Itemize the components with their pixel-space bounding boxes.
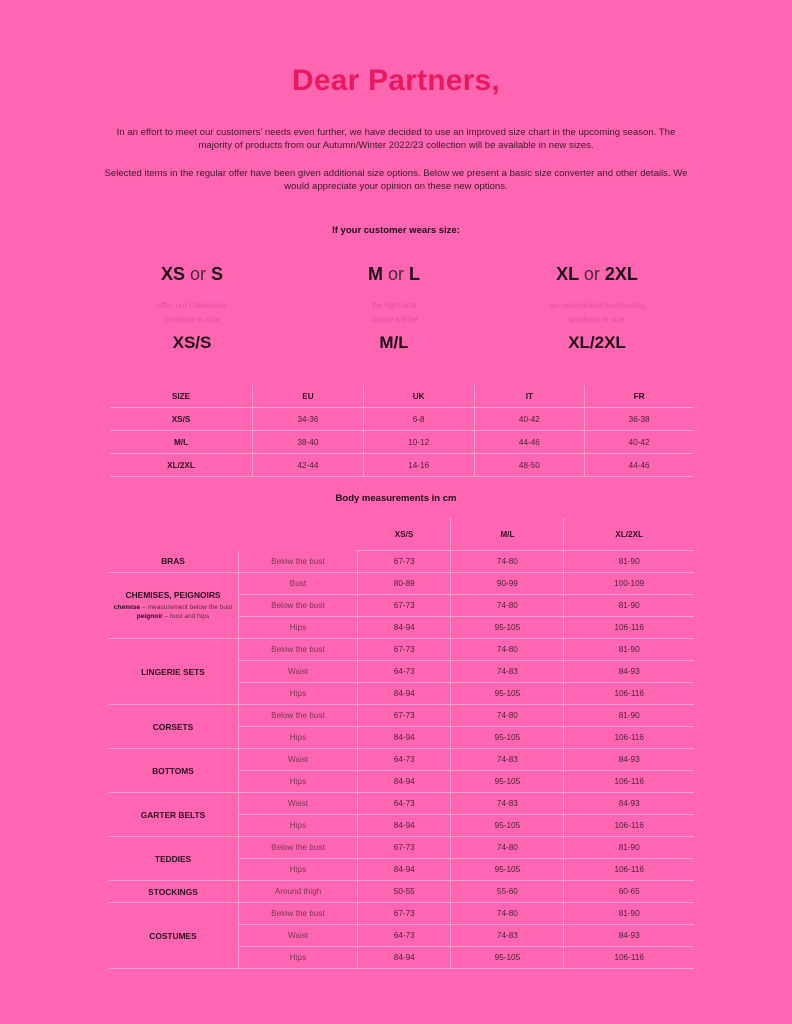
size-note: [487, 299, 707, 327]
size-from: [487, 261, 707, 287]
size-note-line-2: products in size: [569, 315, 625, 324]
measurement-cell: 67-73: [358, 705, 451, 727]
measurement-cell: 95-105: [451, 683, 564, 705]
body-part-cell: Hips: [239, 859, 358, 881]
body-part-cell: Bust: [239, 573, 358, 595]
table-cell: 10-12: [363, 431, 474, 454]
column-header: XL/2XL: [564, 518, 694, 551]
size-note-line-1: we recommend purchasing: [548, 301, 646, 310]
measurement-cell: 55-60: [451, 881, 564, 903]
measurement-cell: 64-73: [358, 925, 451, 947]
column-header: UK: [363, 385, 474, 408]
table-cell: 6-8: [363, 408, 474, 431]
table-header-row: [110, 385, 693, 408]
measurement-cell: 84-94: [358, 727, 451, 749]
table-cell: 48-50: [474, 454, 585, 477]
measurement-cell: 95-105: [451, 617, 564, 639]
measurement-cell: 67-73: [358, 903, 451, 925]
category-cell: [108, 639, 239, 705]
table-row: [110, 408, 693, 431]
table-cell: 36-38: [585, 408, 693, 431]
body-part-cell: Hips: [239, 617, 358, 639]
body-part-cell: Hips: [239, 815, 358, 837]
measurement-cell: 95-105: [451, 815, 564, 837]
table-row: [108, 639, 694, 661]
measurement-cell: 67-73: [358, 639, 451, 661]
size-or: or: [189, 264, 206, 284]
table-cell: 44-46: [474, 431, 585, 454]
measurement-cell: 50-55: [358, 881, 451, 903]
body-part-cell: Waist: [239, 793, 358, 815]
table-row: [108, 749, 694, 771]
table-row: [108, 881, 694, 903]
size-note: [82, 299, 302, 327]
peignoir-label: peignoir: [136, 613, 163, 620]
measurement-cell: 67-73: [358, 551, 451, 573]
measurement-cell: 84-93: [564, 925, 694, 947]
measurement-cell: 106-116: [564, 727, 694, 749]
size-b: 2XL: [604, 264, 638, 284]
measurement-cell: 84-94: [358, 771, 451, 793]
table-cell: 44-46: [585, 454, 693, 477]
column-header: XS/S: [358, 518, 451, 551]
measurement-cell: 106-116: [564, 617, 694, 639]
measurement-cell: 106-116: [564, 947, 694, 969]
column-header: SIZE: [110, 385, 253, 408]
category-cell: [108, 573, 239, 639]
measurement-cell: 84-94: [358, 815, 451, 837]
measurement-cell: 95-105: [451, 771, 564, 793]
measurement-cell: 106-116: [564, 815, 694, 837]
measurement-cell: 95-105: [451, 859, 564, 881]
size-converter-table: [110, 385, 693, 477]
size-mapping-xs-s: [82, 261, 302, 353]
table-row: [108, 837, 694, 859]
size-or: or: [583, 264, 600, 284]
measurement-cell: 81-90: [564, 903, 694, 925]
body-part-cell: Hips: [239, 727, 358, 749]
measurement-cell: 84-94: [358, 859, 451, 881]
body-part-cell: Hips: [239, 947, 358, 969]
measurement-cell: 74-80: [451, 705, 564, 727]
measurement-cell: 67-73: [358, 837, 451, 859]
column-header: FR: [585, 385, 693, 408]
table-row: [110, 431, 693, 454]
table-row: [108, 551, 694, 573]
measurement-cell: 64-73: [358, 793, 451, 815]
size-mapping-m-l: [284, 261, 504, 353]
body-part-cell: Waist: [239, 749, 358, 771]
column-header: [239, 518, 358, 551]
measurements-heading: Body measurements in cm: [335, 493, 457, 504]
category-name: CHEMISES, PEIGNOIRS: [125, 590, 221, 600]
category-name: BOTTOMS: [152, 765, 194, 776]
measurement-cell: 74-80: [451, 639, 564, 661]
body-part-cell: Waist: [239, 661, 358, 683]
table-cell: 40-42: [474, 408, 585, 431]
chemise-label: chemise: [113, 604, 141, 611]
measurement-cell: 80-89: [358, 573, 451, 595]
measurement-cell: 81-90: [564, 705, 694, 727]
body-part-cell: Hips: [239, 771, 358, 793]
table-row: [108, 705, 694, 727]
measurement-cell: 74-83: [451, 661, 564, 683]
measurement-cell: 81-90: [564, 595, 694, 617]
category-cell: [108, 881, 239, 903]
measurement-cell: 84-93: [564, 661, 694, 683]
measurement-cell: 84-94: [358, 617, 451, 639]
measurement-cell: 60-65: [564, 881, 694, 903]
measurement-cell: 74-83: [451, 793, 564, 815]
category-name: STOCKINGS: [148, 886, 198, 897]
table-cell: XS/S: [110, 408, 253, 431]
body-part-cell: Waist: [239, 925, 358, 947]
measurements-body: [108, 551, 694, 969]
size-or: or: [387, 264, 404, 284]
body-part-cell: Hips: [239, 683, 358, 705]
category-name: COSTUMES: [149, 930, 197, 941]
measurement-cell: 74-83: [451, 925, 564, 947]
body-part-cell: Below the bust: [239, 595, 358, 617]
size-to: M/L: [379, 333, 409, 352]
category-cell: [108, 551, 239, 573]
measurement-cell: 67-73: [358, 595, 451, 617]
body-part-cell: Below the bust: [239, 903, 358, 925]
measurement-cell: 95-105: [451, 727, 564, 749]
size-note-line-2: choice will be: [370, 315, 418, 324]
column-header: EU: [253, 385, 364, 408]
size-a: XS: [160, 264, 185, 284]
size-from: [284, 261, 504, 287]
table-cell: XL/2XL: [110, 454, 253, 477]
size-from: [82, 261, 302, 287]
category-name: LINGERIE SETS: [141, 666, 205, 677]
column-header: IT: [474, 385, 585, 408]
measurement-cell: 84-94: [358, 947, 451, 969]
size-a: XL: [556, 264, 579, 284]
category-cell: [108, 793, 239, 837]
size-to: XS/S: [172, 333, 212, 352]
size-note-line-1: offer our Obsessive: [157, 301, 227, 310]
size-to: XL/2XL: [568, 333, 626, 352]
customer-size-heading: If your customer wears size:: [332, 225, 460, 236]
table-cell: 38-40: [253, 431, 364, 454]
table-row: [108, 903, 694, 925]
intro-paragraph-1: In an effort to meet our customers’ needs even further, we have decided to use an improved size chart in the upcoming season. The majority of products from our Autumn/Winter 2022/23 collection will be available in new sizes.: [116, 127, 676, 151]
measurement-cell: 84-93: [564, 793, 694, 815]
body-part-cell: Below the bust: [239, 705, 358, 727]
size-b: S: [211, 264, 224, 284]
measurement-cell: 81-90: [564, 639, 694, 661]
size-mapping-xl-2xl: [487, 261, 707, 353]
size-note: [284, 299, 504, 327]
category-cell: [108, 837, 239, 881]
size-note-line-1: the right size: [371, 301, 417, 310]
size-a: M: [367, 264, 383, 284]
measurement-cell: 100-109: [564, 573, 694, 595]
body-part-cell: Below the bust: [239, 639, 358, 661]
body-measurements-table: [108, 518, 694, 969]
table-cell: 40-42: [585, 431, 693, 454]
category-cell: [108, 749, 239, 793]
measurement-cell: 64-73: [358, 749, 451, 771]
column-header: [108, 518, 239, 551]
peignoir-text: – bust and hips: [162, 613, 210, 620]
measurement-cell: 74-80: [451, 837, 564, 859]
table-row: [108, 793, 694, 815]
category-name: GARTER BELTS: [140, 809, 206, 820]
measurement-cell: 106-116: [564, 683, 694, 705]
measurement-cell: 81-90: [564, 837, 694, 859]
measurement-cell: 106-116: [564, 771, 694, 793]
measurement-cell: 95-105: [451, 947, 564, 969]
chemise-peignoir-note: [108, 603, 238, 621]
measurement-cell: 90-99: [451, 573, 564, 595]
category-name: CORSETS: [152, 721, 194, 732]
category-name: TEDDIES: [154, 853, 192, 864]
table-cell: 34-36: [253, 408, 364, 431]
measurement-cell: 64-73: [358, 661, 451, 683]
body-part-cell: Below the bust: [239, 837, 358, 859]
table-cell: M/L: [110, 431, 253, 454]
table-cell: 14-16: [363, 454, 474, 477]
body-part-cell: Around thigh: [239, 881, 358, 903]
measurement-cell: 74-80: [451, 903, 564, 925]
column-header: M/L: [451, 518, 564, 551]
measurement-cell: 84-93: [564, 749, 694, 771]
intro-paragraph-2: Selected items in the regular offer have been given additional size options. Below we present a basic size converter and other details. We would appreciate your opinion on these new options.: [104, 168, 688, 192]
category-cell: [108, 903, 239, 969]
category-name: BRAS: [161, 556, 185, 567]
measurement-cell: 74-80: [451, 551, 564, 573]
chemise-text: – measurement below the bust: [140, 604, 233, 611]
measurement-cell: 84-94: [358, 683, 451, 705]
page-title: Dear Partners,: [292, 64, 500, 97]
size-note-line-2: products in size: [164, 315, 220, 324]
size-b: L: [409, 264, 421, 284]
table-cell: 42-44: [253, 454, 364, 477]
body-part-cell: Below the bust: [239, 551, 358, 573]
table-header-row: [108, 518, 694, 551]
table-row: [110, 454, 693, 477]
measurement-cell: 106-116: [564, 859, 694, 881]
measurement-cell: 74-80: [451, 595, 564, 617]
category-cell: [108, 705, 239, 749]
table-row: [108, 573, 694, 595]
measurement-cell: 81-90: [564, 551, 694, 573]
measurement-cell: 74-83: [451, 749, 564, 771]
